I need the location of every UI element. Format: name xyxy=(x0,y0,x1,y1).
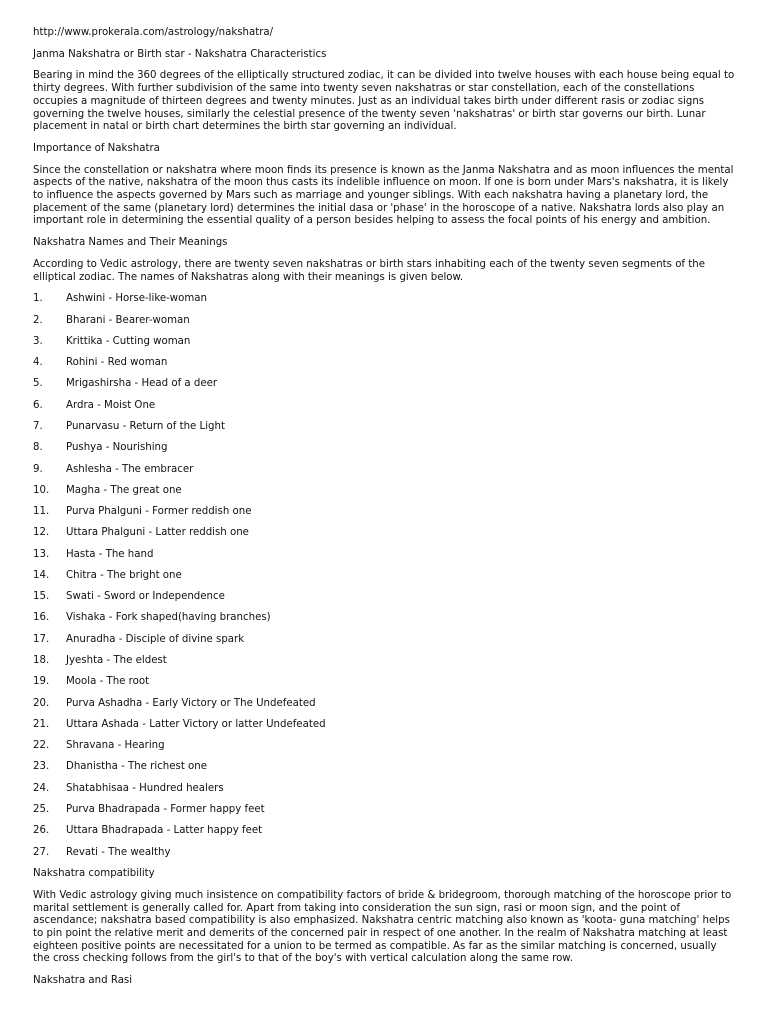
list-item-number: 9. xyxy=(33,463,43,475)
compatibility-heading: Nakshatra compatibility xyxy=(33,868,155,880)
source-url[interactable]: http://www.prokerala.com/astrology/nakshatra/ xyxy=(33,27,274,38)
list-item-text: Ashwini - Horse-like-woman xyxy=(66,293,207,305)
intro-paragraph: Bearing in mind the 360 degrees of the elliptically structured zodiac, it can be divided into twelve houses with each house being equal to thirty degrees. With further subdivision of the same into twenty seven nakshatras or star constellation, each of the constellations occupies a magnitude of thirteen degrees and twenty minutes. Just as an individual takes birth under different rasis or zodiac signs governing the twelve houses, similarly the celestial presence of the twenty seven 'nakshatras' or birth star governs our birth. Lunar placement in natal or birth chart determines the birth star governing an individual. xyxy=(33,70,735,133)
list-item-number: 16. xyxy=(33,612,50,624)
list-item-text: Mrigashirsha - Head of a deer xyxy=(66,378,218,390)
list-item-text: Purva Phalguni - Former reddish one xyxy=(66,506,252,518)
list-item-number: 5. xyxy=(33,378,43,390)
list-item xyxy=(33,634,735,647)
list-item-text: Uttara Bhadrapada - Latter happy feet xyxy=(66,825,263,837)
list-item-number: 12. xyxy=(33,527,50,539)
list-item xyxy=(33,783,735,796)
list-item-number: 24. xyxy=(33,782,50,794)
list-item-text: Purva Ashadha - Early Victory or The Undefeated xyxy=(66,697,316,709)
list-item xyxy=(33,698,735,711)
list-item-number: 25. xyxy=(33,804,50,815)
list-item-number: 1. xyxy=(33,293,43,305)
compatibility-paragraph: With Vedic astrology giving much insistence on compatibility factors of bride & bridegroom, thorough matching of the horoscope prior to marital settlement is generally called for. Apart from taking into consideration the sun sign, rasi or moon sign, and the point of ascendance; nakshatra based compatibility is also emphasized. Nakshatra centric matching also known as 'koota- guna matching' helps to pin point the relative merit and demerits of the concerned pair in respect of one another. In the realm of Nakshatra matching at least eighteen positive points are necessitated for a union to be termed as compatible. As far as the similar matching is concerned, usually the cross checking follows from the girl's to that of the boy's with vertical calculation along the same row. xyxy=(33,889,732,965)
list-item-number: 11. xyxy=(33,506,50,518)
list-item-text: Hasta - The hand xyxy=(66,548,154,560)
list-item xyxy=(33,464,735,477)
importance-paragraph: Since the constellation or nakshatra where moon finds its presence is known as the Janma Nakshatra and as moon influences the mental aspects of the native, nakshatra of the moon thus casts its indelible influence on moon. If one is born under Mars's nakshatra, it is likely to influence the aspects governed by Mars such as marriage and younger siblings. With each nakshatra having a planetary lord, the placement of the same (planetary lord) determines the initial dasa or 'phase' in the horoscope of a native. Nakshatra lords also play an important role in determining the essential quality of a person besides helping to assess the focal points of his energy and ambition. xyxy=(33,164,734,227)
list-item-text: Shatabhisaa - Hundred healers xyxy=(66,782,224,794)
list-item-text: Jyeshta - The eldest xyxy=(66,655,167,667)
list-item-number: 18. xyxy=(33,655,50,667)
list-item xyxy=(33,378,735,391)
list-item-number: 20. xyxy=(33,697,50,709)
list-item-text: Punarvasu - Return of the Light xyxy=(66,420,225,432)
list-item-number: 15. xyxy=(33,591,50,603)
names-intro-paragraph: According to Vedic astrology, there are twenty seven nakshatras or birth stars inhabiting each of the twenty seven segments of the elliptical zodiac. The names of Nakshatras along with their meanings is given below. xyxy=(33,258,705,283)
list-item-text: Swati - Sword or Independence xyxy=(66,591,225,603)
list-item-text: Moola - The root xyxy=(66,676,150,688)
list-item-number: 10. xyxy=(33,484,50,496)
list-item xyxy=(33,442,735,455)
list-item-number: 27. xyxy=(33,846,50,858)
list-item xyxy=(33,570,735,583)
list-item xyxy=(33,527,735,540)
list-item-number: 2. xyxy=(33,314,43,326)
list-item-text: Krittika - Cutting woman xyxy=(66,335,191,347)
list-item-number: 26. xyxy=(33,825,50,837)
list-item xyxy=(33,485,735,498)
list-item-number: 3. xyxy=(33,335,43,347)
rasi-heading: Nakshatra and Rasi xyxy=(33,975,133,987)
list-item-text: Vishaka - Fork shaped(having branches) xyxy=(66,612,271,624)
list-item xyxy=(33,506,735,519)
list-item xyxy=(33,825,735,838)
list-item xyxy=(33,293,735,306)
list-item-number: 8. xyxy=(33,442,43,454)
list-item-text: Shravana - Hearing xyxy=(66,740,165,752)
list-item-number: 22. xyxy=(33,740,50,752)
nakshatra-list xyxy=(33,293,735,859)
list-item xyxy=(33,740,735,753)
list-item xyxy=(33,676,735,689)
list-item xyxy=(33,400,735,413)
list-item-number: 19. xyxy=(33,676,50,688)
list-item xyxy=(33,421,735,434)
list-item-number: 23. xyxy=(33,761,50,773)
list-item xyxy=(33,315,735,328)
list-item xyxy=(33,719,735,732)
list-item-text: Chitra - The bright one xyxy=(66,569,182,581)
list-item-text: Ashlesha - The embracer xyxy=(66,463,194,475)
list-item-text: Revati - The wealthy xyxy=(66,846,171,858)
list-item-text: Purva Bhadrapada - Former happy feet xyxy=(66,804,265,815)
list-item-text: Bharani - Bearer-woman xyxy=(66,314,190,326)
list-item xyxy=(33,804,735,817)
document-page xyxy=(33,27,735,997)
page-title: Janma Nakshatra or Birth star - Nakshatra Characteristics xyxy=(33,48,327,60)
list-item-number: 6. xyxy=(33,399,43,411)
list-item xyxy=(33,761,735,774)
list-item xyxy=(33,549,735,562)
list-item-text: Magha - The great one xyxy=(66,484,182,496)
list-item xyxy=(33,612,735,625)
list-item-text: Pushya - Nourishing xyxy=(66,442,168,454)
list-item xyxy=(33,655,735,668)
list-item-text: Ardra - Moist One xyxy=(66,399,156,411)
list-item-number: 14. xyxy=(33,569,50,581)
list-item-number: 13. xyxy=(33,548,50,560)
list-item xyxy=(33,336,735,349)
list-item xyxy=(33,591,735,604)
list-item-text: Rohini - Red woman xyxy=(66,357,168,369)
list-item xyxy=(33,357,735,370)
list-item-text: Uttara Phalguni - Latter reddish one xyxy=(66,527,249,539)
list-item xyxy=(33,847,735,860)
list-item-number: 4. xyxy=(33,357,43,369)
list-item-text: Anuradha - Disciple of divine spark xyxy=(66,633,245,645)
list-item-number: 21. xyxy=(33,718,50,730)
list-item-text: Uttara Ashada - Latter Victory or latter Undefeated xyxy=(66,718,326,730)
importance-heading: Importance of Nakshatra xyxy=(33,142,160,154)
list-item-number: 17. xyxy=(33,633,50,645)
list-item-text: Dhanistha - The richest one xyxy=(66,761,208,773)
names-heading: Nakshatra Names and Their Meanings xyxy=(33,237,228,249)
list-item-number: 7. xyxy=(33,420,43,432)
